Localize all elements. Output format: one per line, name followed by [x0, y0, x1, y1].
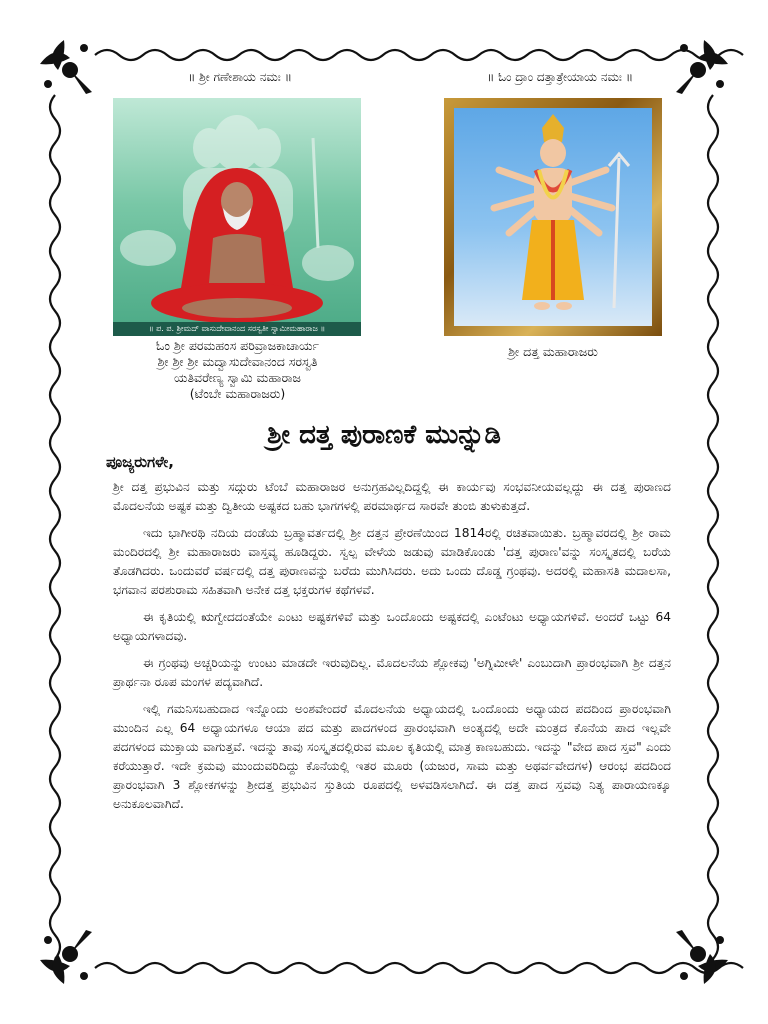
header-invocation-left: ॥ ಶ್ರೀ ಗಣೇಶಾಯ ನಮಃ ॥: [188, 70, 292, 84]
saint-illustration: [113, 98, 361, 336]
paragraph-5: ಇಲ್ಲಿ ಗಮನಿಸಬಹುದಾದ ಇನ್ನೊಂದು ಅಂಶವೇಂದರೆ ಮೊದಲನೆಯ ಅಧ್ಯಾಯದಲ್ಲಿ ಒಂದೊಂದು ಅಧ್ಯಾಯದ ಪದದಿಂದ ಪ್ರಾರಂಭವಾಗಿ ಮುಂದಿನ ಎಲ್ಲ 64 ಅಧ್ಯಾಯಗಳೂ ಆಯಾ ಪದ ಮತ್ತು ಪಾದಗಳಂದ ಪ್ರಾರಂಭವಾಗಿ ಅಂತ್ಯದಲ್ಲಿ ಅದೇ ಮಂತ್ರದ ಕೊನೆಯ ಪಾದ ಇಲ್ಲವೇ ಪದಗಳಂದ ಮುಕ್ತಾಯ ವಾಗುತ್ತವೆ. ಇದನ್ನು ತಾವು ಸಂಸ್ಕೃತದಲ್ಲಿರುವ ಮೂಲ ಕೃತಿಯಲ್ಲಿ ಮಾತ್ರ ಕಾಣಬಹುದು. ಇದನ್ನು "ವೇದ ಪಾದ ಸ್ತವ" ಎಂದು ಕರೆಯುತ್ತಾರೆ. ಇದೇ ಕ್ರಮವು ಮುಂದುವರಿದಿದ್ದು ಕೊನೆಯಲ್ಲಿ ಇತರ ಮೂರು (ಯಜುರ, ಸಾಮ ಮತ್ತು ಅಥರ್ವವೇದಗಳ) ಆರಂಭ ಪದದಿಂದ ಪ್ರಾರಂಭವಾಗಿ 3 ಶ್ಲೋಕಗಳನ್ನು ಶ್ರೀದತ್ತ ಪ್ರಭುವಿನ ಸ್ತುತಿಯ ರೂಪದಲ್ಲಿ ಅಳವಡಿಸಲಾಗಿದೆ. ಈ ದತ್ತ ಪಾದ ಸ್ತವವು ನಿತ್ಯ ಪಾರಾಯಣಕ್ಕೂ ಅನುಕೂಲವಾಗಿದೆ.: [113, 702, 671, 811]
paragraph-2: ಇದು ಭಾಗೀರಥಿ ನದಿಯ ದಂಡೆಯ ಬ್ರಹ್ಮಾವರ್ತದಲ್ಲಿ ಶ್ರೀ ದತ್ತನ ಪ್ರೇರಣೆಯಿಂದ 1814ರಲ್ಲಿ ರಚಿತವಾಯಿತು. ಬ್ರಹ್ಮಾವರದಲ್ಲಿ ಶ್ರೀ ರಾಮ ಮಂದಿರದಲ್ಲಿ ಶ್ರೀ ಮಹಾರಾಜರು ವಾಸ್ತವ್ಯ ಹೂಡಿದ್ದರು. ಸ್ವಲ್ಪ ವೇಳೆಯ ಜಡುವು ಮಾಡಿಕೊಂಡು 'ದತ್ತ ಪುರಾಣ'ವನ್ನು ಸಂಸ್ಕೃತದಲ್ಲಿ ಬರೆಯ ತೊಡಗಿದರು. ಒಂದುವರೆ ವರ್ಷದಲ್ಲಿ ದತ್ತ ಪುರಾಣವನ್ನು ಬರೆದು ಮುಗಿಸಿದರು. ಅದು ಒಂದು ದೊಡ್ಡ ಗ್ರಂಥವು. ಅದರಲ್ಲಿ ಮಹಾಸತಿ ಮದಾಲಸಾ, ಭಗವಾನ ಪರಶುರಾಮ ಸಹಿತವಾಗಿ ಅನೇಕ ದತ್ತ ಭಕ್ತರುಗಳ ಕಥೆಗಳವೆ.: [113, 526, 671, 597]
salutation: ಪೂಜ್ಯರುಗಳೇ,: [106, 453, 174, 471]
paragraph-4: ಈ ಗ್ರಂಥವು ಅಚ್ಚರಿಯನ್ನು ಉಂಟು ಮಾಡದೇ ಇರುವುದಿಲ್ಲ. ಮೊದಲನೆಯ ಶ್ಲೋಕವು 'ಅಗ್ನಿಮೀಳೇ' ಎಂಬುದಾಗಿ ಪ್ರಾರಂಭವಾಗಿ ಶ್ರೀ ದತ್ತನ ಪ್ರಾರ್ಥನಾ ರೂಪ ಮಂಗಳ ಪದ್ಯವಾಗಿದೆ.: [113, 656, 671, 689]
saint-caption: [105, 338, 370, 402]
dattatreya-caption: ಶ್ರೀ ದತ್ತ ಮಹಾರಾಜರು: [508, 344, 598, 359]
page-title: ಶ್ರೀ ದತ್ತ ಪುರಾಣಕೆ ಮುನ್ನುಡಿ: [267, 420, 501, 450]
preface-body: [113, 478, 671, 822]
dattatreya-framed-picture: [444, 98, 662, 336]
header-invocation-right: ॥ ಓಂ ದ್ರಾಂ ದತ್ತಾತ್ರೇಯಾಯ ನಮಃ ॥: [486, 70, 634, 84]
paragraph-1: ಶ್ರೀ ದತ್ತ ಪ್ರಭುವಿನ ಮತ್ತು ಸದ್ಗುರು ಟೆಂಬೆ ಮಹಾರಾಜರ ಅನುಗ್ರಹವಿಲ್ಲದಿದ್ದಲ್ಲಿ ಈ ಕಾರ್ಯವು ಸಂಭವನೀಯವಲ್ಲದ್ದು ಈ ದತ್ತ ಪುರಾಣದ ಮೊದಲನೆಯ ಅಷ್ಟಕ ಮತ್ತು ದ್ವಿತೀಯ ಅಷ್ಟಕದ ಬಹು ಭಾಗಗಳಲ್ಲಿ ಪರಮಾರ್ಥದ ಸಾರವೇ ತುಂಬಿ ತುಳುಕುತ್ತದೆ.: [113, 480, 671, 513]
photo-strip-label: ॥ ಪ. ಪ. ಶ್ರೀಮದ್ ವಾಸುದೇವಾನಂದ ಸರಸ್ವತೀ ಸ್ವಾಮೀಮಹಾರಾಜ ॥: [113, 322, 361, 336]
saint-caption-line-4: (ಟೆಂಬೇ ಮಹಾರಾಜರು): [189, 386, 286, 401]
dattatreya-illustration: [454, 108, 652, 326]
saint-caption-line-2: ಶ್ರೀ ಶ್ರೀ ಶ್ರೀ ಮದ್ವಾಸುದೇವಾನಂದ ಸರಸ್ವತಿ: [157, 354, 318, 369]
saint-photo: [113, 98, 361, 336]
saint-caption-line-1: ಓಂ ಶ್ರೀ ಪರಮಹಂಸ ಪರಿವ್ರಾಜಕಾಚಾರ್ಯ: [155, 338, 320, 353]
saint-caption-line-3: ಯತಿವರೇಣ್ಯ ಸ್ವಾಮಿ ಮಹಾರಾಜ: [174, 370, 301, 385]
paragraph-3: ಈ ಕೃತಿಯಲ್ಲಿ ಋಗ್ವೇದದಂತೆಯೇ ಎಂಟು ಅಷ್ಟಕಗಳಿವೆ ಮತ್ತು ಒಂದೊಂದು ಅಷ್ಟಕದಲ್ಲಿ ಎಂಟೆಂಟು ಅಧ್ಯಾಯಗಳಿವೆ. ಅಂದರೆ ಒಟ್ಟು 64 ಅಧ್ಯಾಯಗಳಾದವು.: [113, 610, 671, 643]
